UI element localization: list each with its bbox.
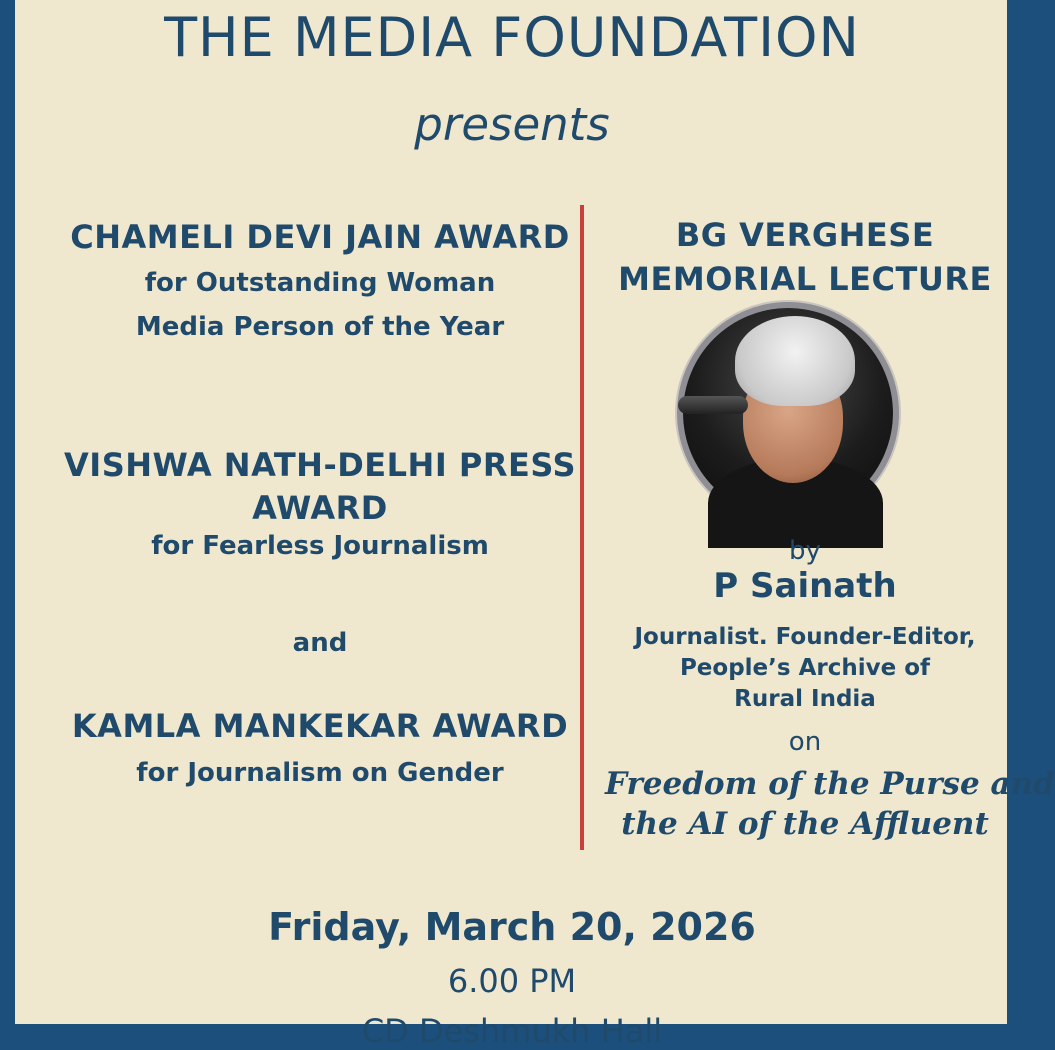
by-label: by [789,536,821,566]
event-venue: CD Deshmukh Hall [361,1012,663,1050]
lecture-topic-1: Freedom of the Purse and [605,766,1055,802]
column-divider [580,205,584,850]
speaker-photo [683,308,893,518]
award-kamla-mankekar-sub: for Journalism on Gender [136,758,504,788]
event-date: Friday, March 20, 2026 [268,905,756,949]
award-vishwa-nath-sub: for Fearless Journalism [151,531,489,561]
lecture-title-2: MEMORIAL LECTURE [618,260,992,298]
organization-title: THE MEDIA FOUNDATION [164,6,860,69]
event-time: 6.00 PM [447,962,577,1000]
award-chameli-devi-jain-sub-1: for Outstanding Woman [144,268,496,298]
speaker-name: P Sainath [713,566,897,606]
event-poster [15,0,1055,1050]
award-kamla-mankekar-title: KAMLA MANKEKAR AWARD [71,707,569,745]
lecture-topic-2: the AI of the Affluent [621,806,989,842]
microphone-icon [678,396,748,414]
speaker-description-2: People’s Archive of [679,655,931,681]
award-chameli-devi-jain-sub-2: Media Person of the Year [135,312,505,342]
speaker-description-1: Journalist. Founder-Editor, [634,624,976,650]
award-vishwa-nath-title-2: AWARD [252,489,388,527]
award-vishwa-nath-title-1: VISHWA NATH-DELHI PRESS [64,446,576,484]
on-label: on [788,727,822,757]
presents-label: presents [414,98,610,151]
speaker-description-3: Rural India [734,686,876,712]
lecture-title-1: BG VERGHESE [675,216,935,254]
conjunction-and: and [292,628,348,658]
award-chameli-devi-jain-title: CHAMELI DEVI JAIN AWARD [70,218,570,256]
